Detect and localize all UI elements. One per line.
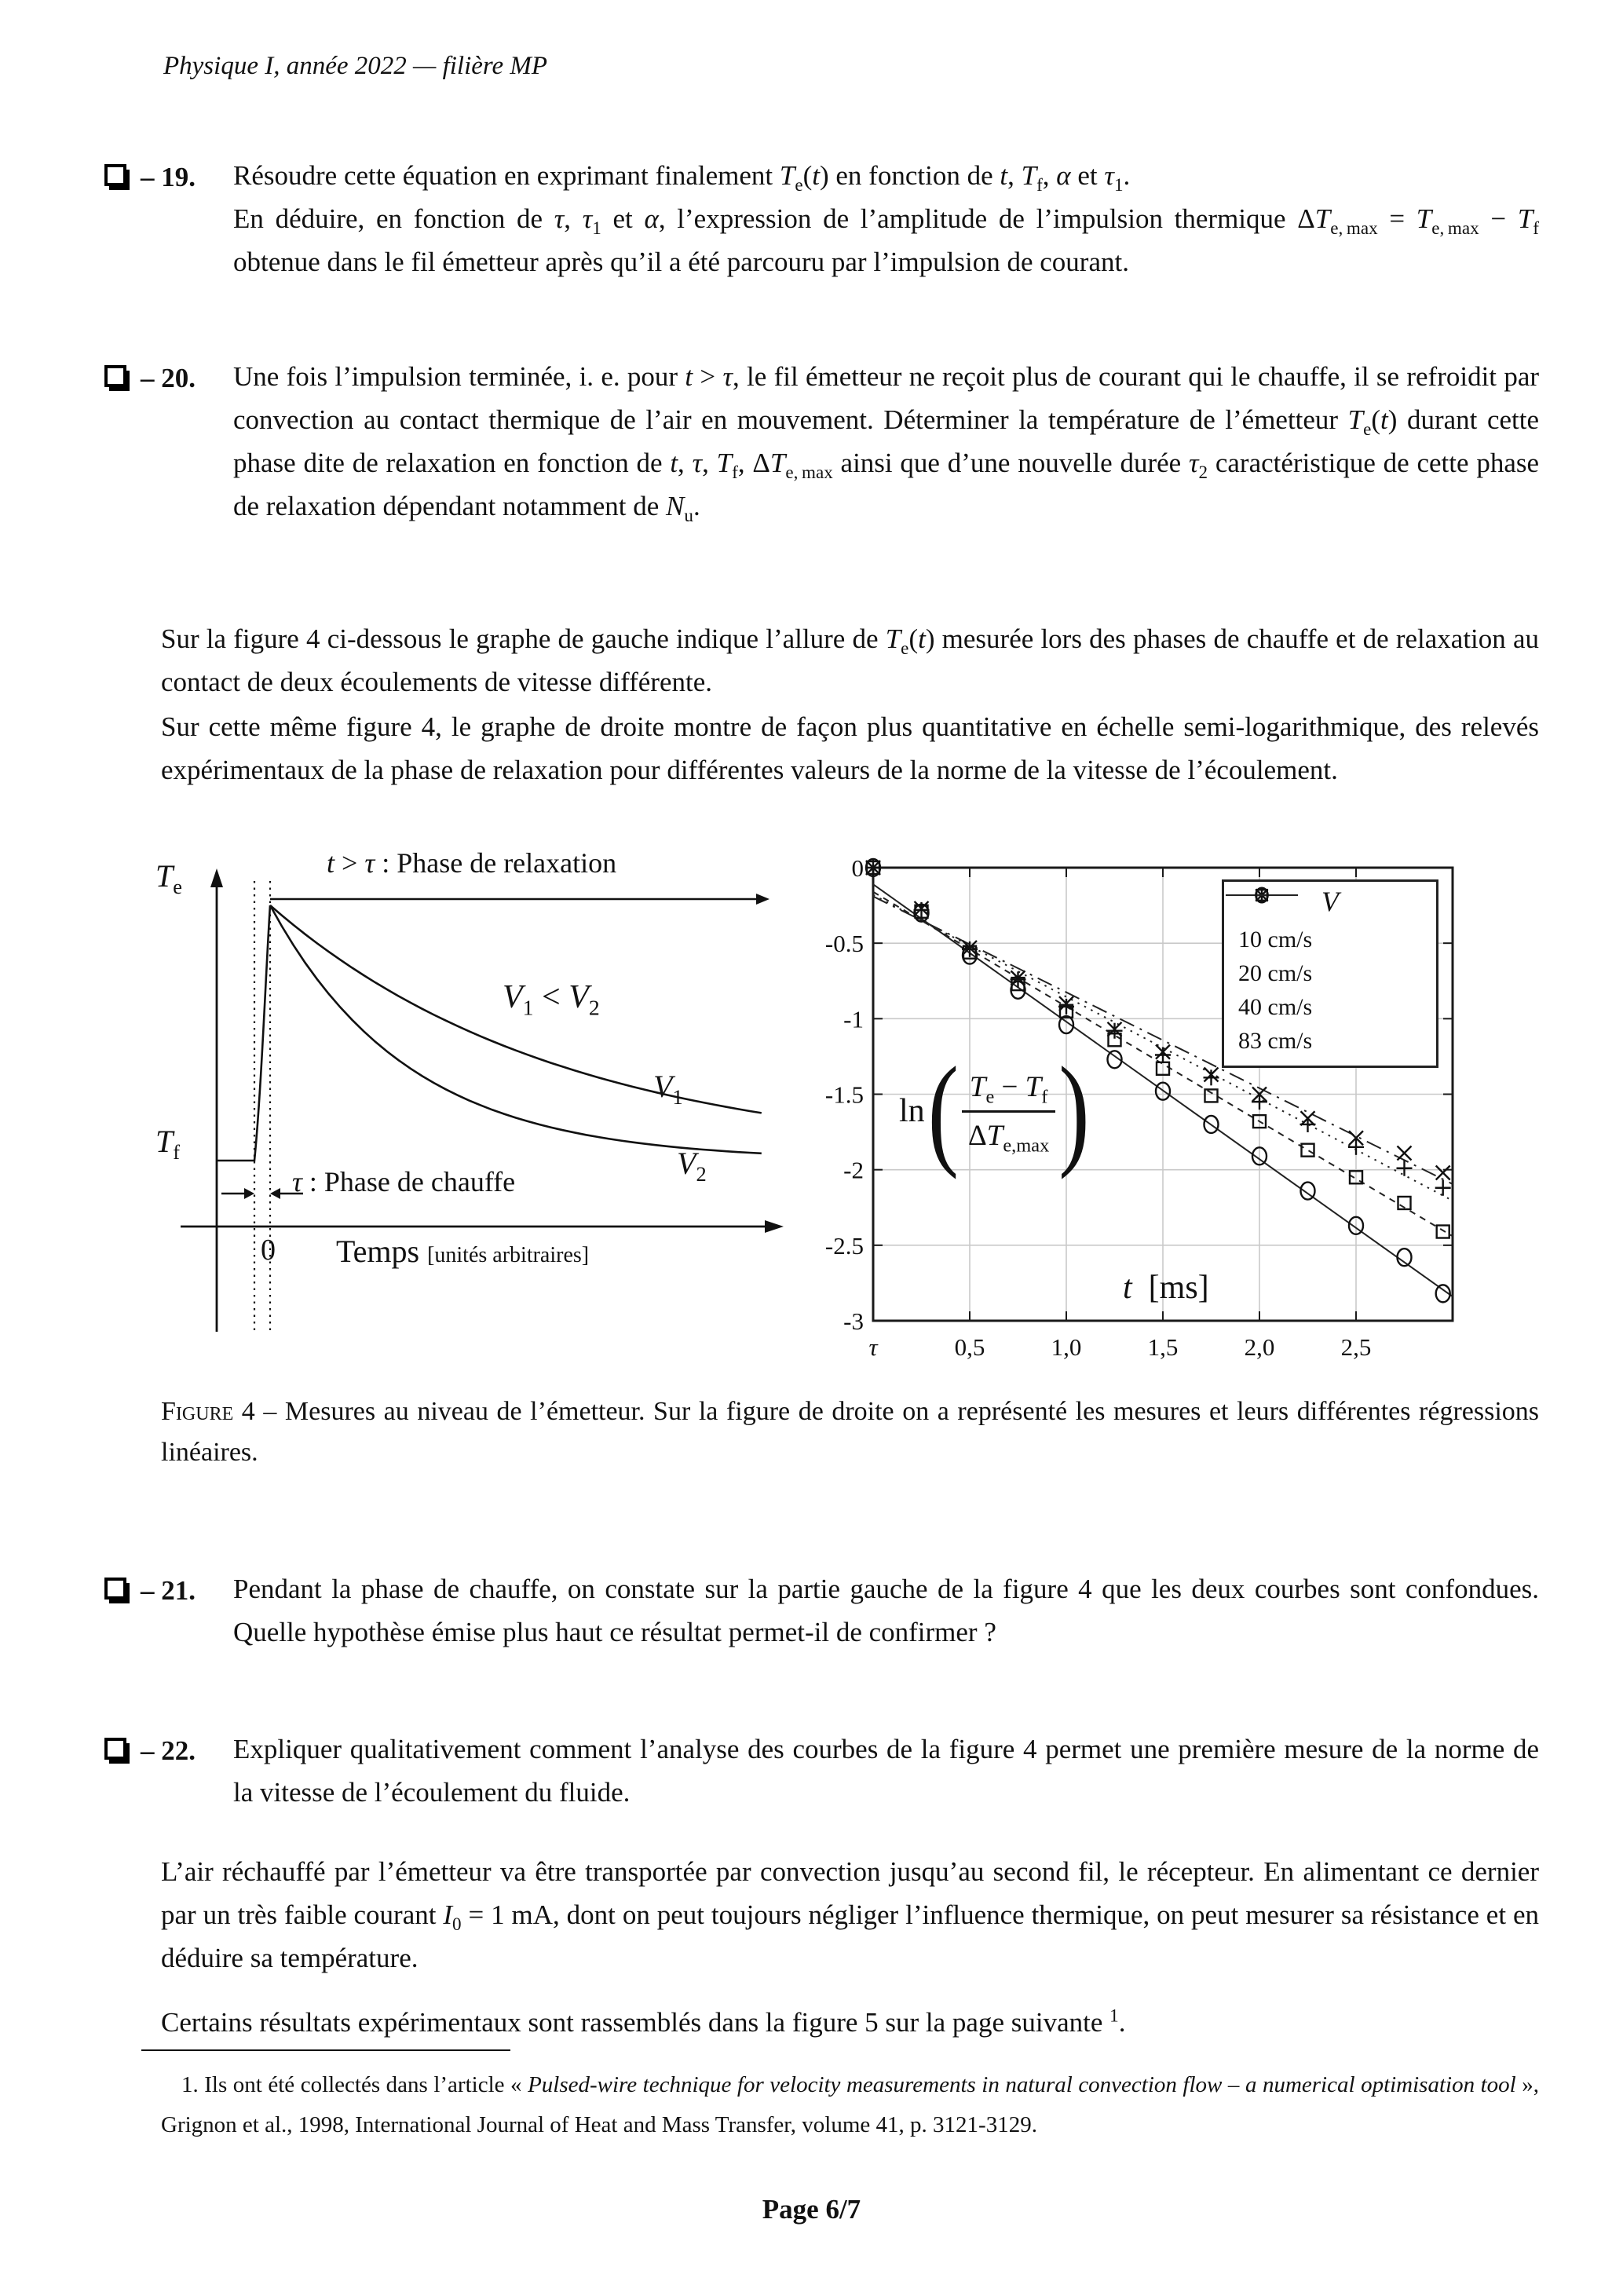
legend-label: 20 cm/s xyxy=(1238,960,1313,986)
curve-v2-label: $V_2$ xyxy=(677,1146,707,1186)
svg-text:-0.5: -0.5 xyxy=(824,930,864,958)
question-22-marker xyxy=(104,1729,196,1772)
legend-item xyxy=(1224,990,1436,1024)
heating-phase-label: τ : Phase de chauffe xyxy=(292,1166,516,1197)
figure-caption: Figure 4 – Mesures au niveau de l’émetteur. Sur la figure de droite on a représenté les mesures et leurs différentes régressions linéaires. xyxy=(161,1397,1539,1467)
question-22-text: Expliquer qualitativement comment l’analyse des courbes de la figure 4 permet une première mesure de la norme de la vitesse de l’écoulement du fluide. xyxy=(233,1734,1539,1808)
checkbox-icon xyxy=(104,1738,126,1760)
question-21-marker xyxy=(104,1569,196,1612)
svg-text:-2.5: -2.5 xyxy=(824,1231,864,1260)
chart-xlabel: t [ms] xyxy=(1123,1270,1209,1306)
question-19-text-1: Résoudre cette équation en exprimant finalement $T_e(t)$ en fonction de t, $T_f$, α et $\tau_1$. xyxy=(233,160,1131,195)
left-graph-ylabel: $T_e$ xyxy=(155,858,182,898)
paragraph-receiver: L’air réchauffé par l’émetteur va être transportée par convection jusqu’au second fil, le récepteur. En alimentant ce dernier par un très faible courant $I_0 = 1$ mA, dont on peut toujours négliger l’influence thermique, on peut mesurer sa résistance et en déduire sa température. xyxy=(161,1856,1539,1973)
question-20-text: Une fois l’impulsion terminée, i. e. pour t > τ, le fil émetteur ne reçoit plus de courant qui le chauffe, il se refroidit par convection au contact thermique de l’air en mouvement. Déterminer la température de l’émetteur $T_e(t)$ durant cette phase dite de relaxation en fonction de t, τ, $T_f$, $\Delta T_{e, max}$ ainsi que d’une nouvelle durée $\tau_2$ caractéristique de cette phase de relaxation dépendant notamment de $N_u$. xyxy=(233,361,1540,525)
svg-text:-2: -2 xyxy=(843,1156,864,1184)
running-header: Physique I, année 2022 — filière MP xyxy=(163,52,548,80)
svg-text:1,5: 1,5 xyxy=(1147,1333,1179,1361)
question-22-number: – 22. xyxy=(141,1735,196,1766)
legend-item xyxy=(1224,923,1436,956)
chart-ylabel-formula: ln ( $\frac{T_e - T_f}{\Delta T_{e,max}}$ ) xyxy=(899,1040,1090,1180)
chart-legend xyxy=(1222,879,1438,1068)
question-20-marker xyxy=(104,356,196,400)
question-22 xyxy=(141,1727,1539,1814)
checkbox-icon xyxy=(104,365,126,387)
svg-text:-1: -1 xyxy=(843,1005,864,1033)
fraction: $\frac{T_e - T_f}{\Delta T_{e,max}}$ xyxy=(962,1070,1055,1153)
checkbox-icon xyxy=(104,164,126,186)
close-paren: ) xyxy=(1058,1040,1090,1180)
svg-text:τ: τ xyxy=(868,1333,878,1361)
legend-label: 10 cm/s xyxy=(1238,926,1313,952)
question-20-number: – 20. xyxy=(141,363,196,393)
paragraph-figure-intro-1: Sur la figure 4 ci-dessous le graphe de gauche indique l’allure de $T_e(t)$ mesurée lors des phases de chauffe et de relaxation au contact de deux écoulements de vitesse différente. xyxy=(161,623,1539,697)
relaxation-phase-label: t > τ : Phase de relaxation xyxy=(327,847,617,879)
legend-item xyxy=(1224,1024,1436,1058)
question-19-number: – 19. xyxy=(141,162,196,192)
left-graph xyxy=(94,846,824,1353)
open-paren: ( xyxy=(927,1040,959,1180)
footnote: 1. Ils ont été collectés dans l’article « Pulsed-wire technique for velocity measurements in natural convection flow – a numerical optimisation tool », Grignon et al., 1998, International Journal of Heat and Mass Transfer, volume 41, p. 3121-3129. xyxy=(161,2072,1540,2137)
svg-text:2,0: 2,0 xyxy=(1244,1333,1275,1361)
question-21-text: Pendant la phase de chauffe, on constate sur la partie gauche de la figure 4 que les deux courbes sont confondues. Quelle hypothèse émise plus haut ce résultat permet-il de confirmer ? xyxy=(233,1574,1539,1647)
legend-title: V xyxy=(1321,886,1339,917)
question-20 xyxy=(141,355,1540,528)
footnote-rule xyxy=(141,2049,510,2051)
question-19-text-2: En déduire, en fonction de τ, $\tau_1$ et α, l’expression de l’amplitude de l’impulsion thermique $\Delta T_{e, max} = T_{e, max} - T_f$ obtenue dans le fil émetteur après qu’il a été parcouru par l’impulsion de courant. xyxy=(233,203,1539,277)
left-graph-xlabel: Temps [unités arbitraires] xyxy=(336,1234,590,1269)
paragraph-results: Certains résultats expérimentaux sont rassemblés dans la figure 5 sur la page suivante $^1$. xyxy=(161,2005,1126,2038)
left-graph-tf-label: $T_f$ xyxy=(155,1124,181,1164)
svg-text:2,5: 2,5 xyxy=(1340,1333,1372,1361)
svg-text:0,5: 0,5 xyxy=(954,1333,985,1361)
paragraph-figure-intro-2: Sur cette même figure 4, le graphe de droite montre de façon plus quantitative en échelle semi-logarithmique, des relevés expérimentaux de la phase de relaxation pour différentes valeurs de la norme de la vitesse de l’écoulement. xyxy=(161,711,1539,785)
curve-v1-label: $V_1$ xyxy=(653,1069,683,1109)
legend-label: 40 cm/s xyxy=(1238,993,1313,1020)
origin-label: 0 xyxy=(261,1234,276,1267)
svg-text:0: 0 xyxy=(851,854,864,882)
svg-text:1,0: 1,0 xyxy=(1051,1333,1082,1361)
question-19 xyxy=(141,154,1539,283)
legend-item xyxy=(1224,956,1436,990)
svg-text:-1.5: -1.5 xyxy=(824,1080,864,1109)
legend-label: 83 cm/s xyxy=(1238,1027,1313,1054)
checkbox-icon xyxy=(104,1578,126,1600)
svg-text:-3: -3 xyxy=(843,1307,864,1335)
page-number: Page 6/7 xyxy=(762,2194,861,2225)
left-graph-svg xyxy=(94,846,824,1353)
question-21-number: – 21. xyxy=(141,1575,196,1606)
relaxation-chart xyxy=(824,839,1484,1393)
legend-rows xyxy=(1224,923,1436,1058)
question-21 xyxy=(141,1567,1539,1654)
question-19-marker xyxy=(104,155,196,199)
velocity-inequality-label: $V_1 < V_2$ xyxy=(503,979,600,1020)
